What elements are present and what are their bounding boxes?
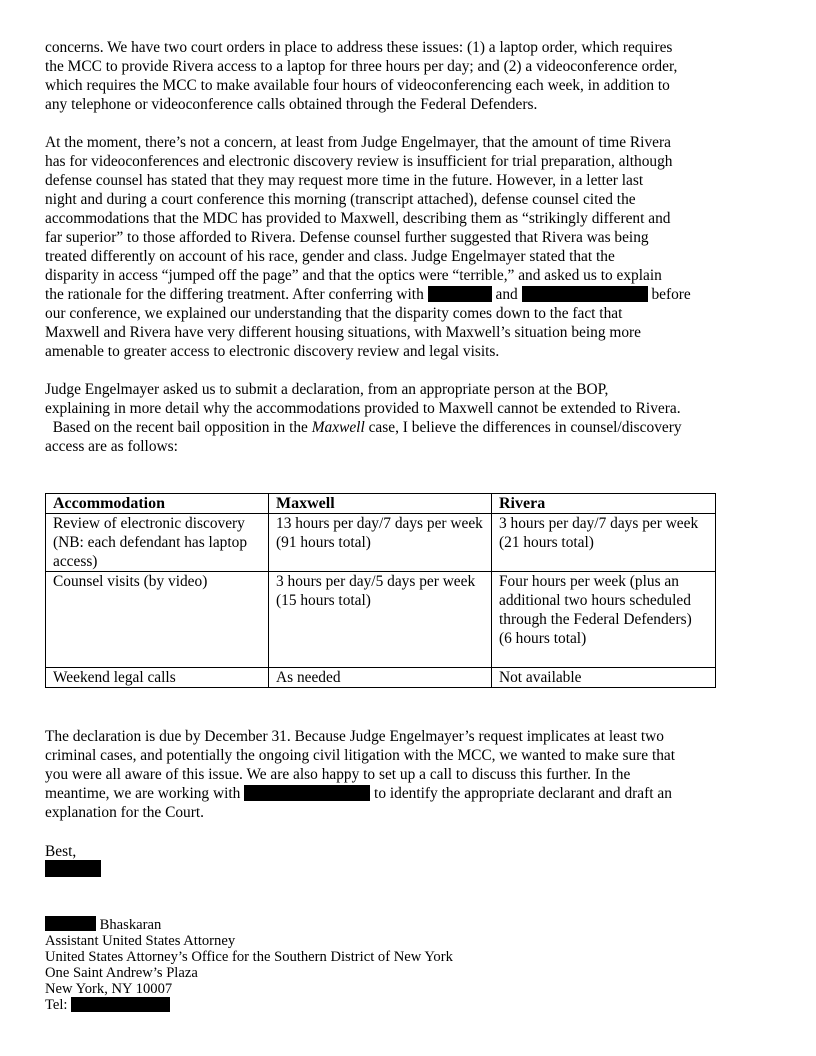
paragraph-disparity — [45, 133, 775, 361]
text-line: you were all aware of this issue. We are also happy to set up a call to discuss this further. In the — [45, 766, 631, 783]
text-line: At the moment, there’s not a concern, at least from Judge Engelmayer, that the amount of time Rivera — [45, 134, 671, 151]
text-line: The declaration is due by December 31. Because Judge Engelmayer’s request implicates at least two — [45, 728, 664, 745]
text-line: the MCC to provide Rivera access to a laptop for three hours per day; and (2) a videoconference order, — [45, 58, 678, 75]
text-line: accommodations that the MDC has provided to Maxwell, describing them as “strikingly different and — [45, 210, 671, 227]
redaction-bar — [428, 286, 492, 302]
text-line: defense counsel has stated that they may request more time in the future. However, in a letter last — [45, 172, 644, 189]
text-fragment: to identify the appropriate declarant and draft an — [374, 785, 672, 802]
text-line: far superior” to those afforded to Rivera. Defense counsel further suggested that Rivera was being — [45, 229, 649, 246]
header-rivera: Rivera — [492, 494, 716, 514]
text-line: access are as follows: — [45, 438, 178, 455]
text-fragment: and — [495, 286, 518, 303]
text-line-with-redactions — [45, 285, 775, 304]
signature-title: Assistant United States Attorney — [45, 933, 236, 949]
cell-accommodation: Counsel visits (by video) — [46, 572, 269, 668]
text-line: any telephone or videoconference calls obtained through the Federal Defenders. — [45, 96, 538, 113]
cell-maxwell: 13 hours per day/7 days per week (91 hours total) — [269, 514, 492, 572]
header-accommodation: Accommodation — [46, 494, 269, 514]
text-line: treated differently on account of his race, gender and class. Judge Engelmayer stated that the — [45, 248, 615, 265]
signature-office: United States Attorney’s Office for the Southern District of New York — [45, 949, 453, 965]
salutation: Best, — [45, 843, 77, 860]
cell-rivera: Not available — [492, 668, 716, 688]
signature-name-line — [45, 916, 453, 933]
redaction-bar — [45, 916, 96, 931]
cell-accommodation: Review of electronic discovery (NB: each defendant has laptop access) — [46, 514, 269, 572]
table-row — [46, 572, 716, 668]
tel-label: Tel: — [45, 997, 68, 1013]
paragraph-declaration-request — [45, 380, 775, 456]
signature-tel-line — [45, 997, 453, 1013]
text-line: Maxwell and Rivera have very different housing situations, with Maxwell’s situation being more — [45, 324, 641, 341]
paragraph-court-orders — [45, 38, 775, 114]
text-line: which requires the MCC to make available four hours of videoconferencing each week, in addition to — [45, 77, 670, 94]
cell-rivera: Four hours per week (plus an additional two hours scheduled through the Federal Defenders) (6 hours total) — [492, 572, 716, 668]
redaction-bar — [45, 860, 101, 877]
text-line: explanation for the Court. — [45, 804, 204, 821]
text-line-with-italic — [45, 418, 775, 437]
text-line: night and during a court conference this morning (transcript attached), defense counsel cited the — [45, 191, 636, 208]
redaction-bar — [522, 286, 648, 302]
text-line-with-redaction — [45, 784, 775, 803]
text-line: our conference, we explained our understanding that the disparity comes down to the fact that — [45, 305, 623, 322]
signature-address-line1: One Saint Andrew’s Plaza — [45, 965, 198, 981]
paragraph-deadline — [45, 727, 775, 822]
text-line: disparity in access “jumped off the page” and that the optics were “terrible,” and asked us to explain — [45, 267, 662, 284]
signature-block — [45, 916, 453, 1013]
table-row — [46, 514, 716, 572]
text-fragment: meantime, we are working with — [45, 785, 241, 802]
signature-surname: Bhaskaran — [99, 917, 162, 933]
cell-accommodation: Weekend legal calls — [46, 668, 269, 688]
table-row — [46, 668, 716, 688]
header-maxwell: Maxwell — [269, 494, 492, 514]
table-header-row — [46, 494, 716, 514]
text-fragment: before — [651, 286, 691, 303]
text-fragment: Based on the recent bail opposition in the — [45, 419, 308, 436]
text-fragment: the rationale for the differing treatment. After conferring with — [45, 286, 424, 303]
redaction-bar — [71, 997, 170, 1012]
cell-maxwell: 3 hours per day/5 days per week (15 hours total) — [269, 572, 492, 668]
signature-address-line2: New York, NY 10007 — [45, 981, 173, 997]
text-line: concerns. We have two court orders in place to address these issues: (1) a laptop order, which requires — [45, 39, 673, 56]
closing — [45, 842, 775, 861]
accommodation-table — [45, 493, 716, 688]
case-name: Maxwell — [311, 419, 365, 436]
cell-rivera: 3 hours per day/7 days per week (21 hours total) — [492, 514, 716, 572]
text-line: has for videoconferences and electronic discovery review is insufficient for trial preparation, although — [45, 153, 673, 170]
text-line: Judge Engelmayer asked us to submit a declaration, from an appropriate person at the BOP, — [45, 381, 609, 398]
text-line: amenable to greater access to electronic discovery review and legal visits. — [45, 343, 500, 360]
text-line: explaining in more detail why the accommodations provided to Maxwell cannot be extended to Rivera. — [45, 400, 681, 417]
cell-maxwell: As needed — [269, 668, 492, 688]
text-line: criminal cases, and potentially the ongoing civil litigation with the MCC, we wanted to make sure that — [45, 747, 676, 764]
redaction-bar — [244, 785, 370, 801]
text-fragment: case, I believe the differences in counsel/discovery — [368, 419, 682, 436]
